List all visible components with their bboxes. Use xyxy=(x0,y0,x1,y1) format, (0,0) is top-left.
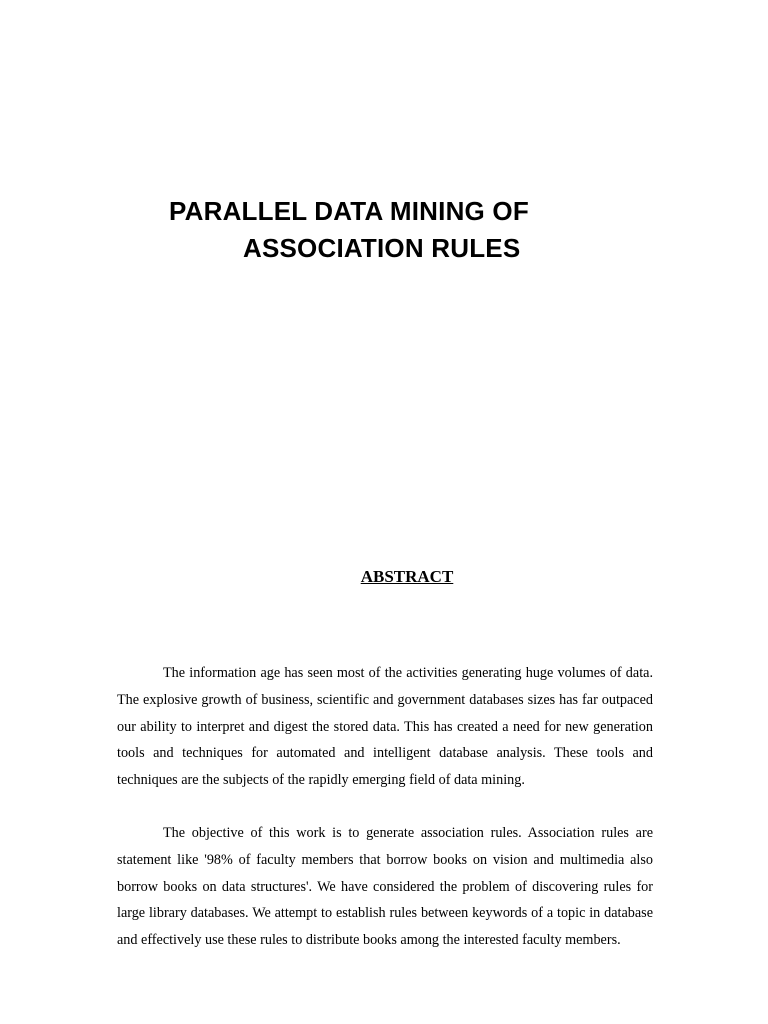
document-title-line-1: PARALLEL DATA MINING OF xyxy=(169,196,529,226)
abstract-heading: ABSTRACT xyxy=(360,567,454,586)
abstract-paragraph-2: The objective of this work is to generate association rules. Association rules are statement like '98% of faculty members that borrow books on vision and multimedia also borrow books on data structures'. We have considered the problem of discovering rules for large library databases. We attempt to establish rules between keywords of a topic in database and effectively use these rules to distribute books among the interested faculty members. xyxy=(117,825,653,949)
document-title-line-2: ASSOCIATION RULES xyxy=(243,233,521,263)
abstract-paragraph-1: The information age has seen most of the activities generating huge volumes of data. The explosive growth of business, scientific and government databases sizes has far outpaced our ability to interpret and digest the stored data. This has created a need for new generation tools and techniques for automated and intelligent database analysis. These tools and techniques are the subjects of the rapidly emerging field of data mining. xyxy=(117,665,653,789)
